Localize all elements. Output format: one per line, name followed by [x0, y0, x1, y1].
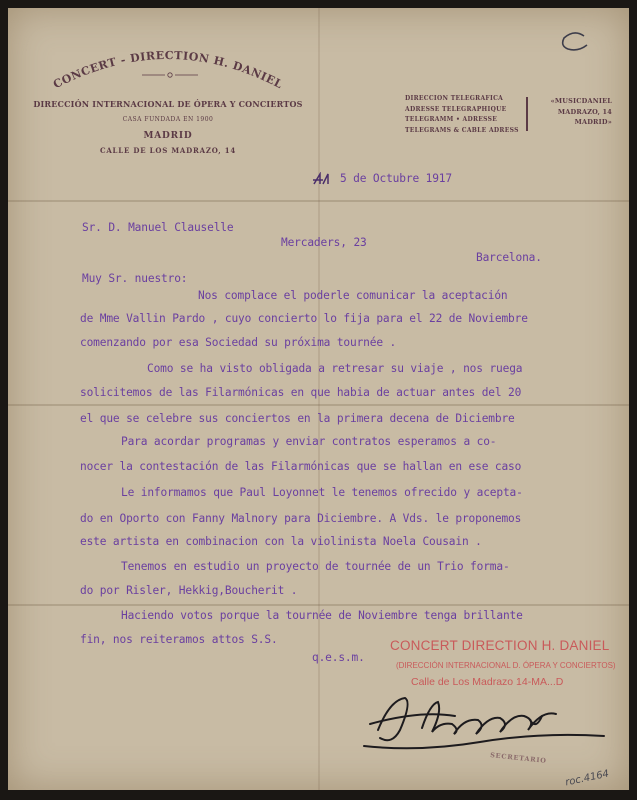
- body-line: do en Oporto con Fanny Malnory para Diciembre. A Vds. le proponemos: [80, 512, 522, 525]
- body-line: Tenemos en estudio un proyecto de tournée de un Trio forma-: [121, 560, 510, 573]
- recipient-name: Sr. D. Manuel Clauselle: [82, 221, 234, 234]
- recipient-street: Mercaders, 23: [281, 236, 367, 249]
- letterhead-arc-title: [18, 30, 318, 100]
- salutation: Muy Sr. nuestro:: [82, 272, 188, 285]
- stamp-line: CONCERT DIRECTION H. DANIEL: [390, 638, 610, 653]
- archive-reference: roc.4164: [564, 768, 611, 789]
- letter-date: 5 de Octubre 1917: [340, 172, 452, 185]
- telegraph-label: TELEGRAMM • ADRESSE: [405, 116, 498, 123]
- ornament-divider: [140, 71, 200, 79]
- letterhead-title: CONCERT - DIRECTION H. DANIEL: [51, 48, 285, 92]
- letterhead-founded: CASA FUNDADA EN 1900: [122, 116, 214, 123]
- handwritten-signature: [360, 690, 610, 770]
- body-line: do por Risler, Hekkig,Boucherit .: [80, 584, 298, 597]
- body-line: solicitemos de las Filarmónicas en que habia de actuar antes del 20: [80, 386, 522, 399]
- body-line: Le informamos que Paul Loyonnet le tenemos ofrecido y acepta-: [121, 486, 523, 499]
- body-line: de Mme Vallin Pardo , cuyo concierto lo fija para el 22 de Noviembre: [80, 312, 528, 325]
- body-line: comenzando por esa Sociedad su próxima tournée .: [80, 336, 397, 349]
- telegraph-address-line: «MUSICDANIEL: [550, 97, 612, 105]
- body-line: Nos complace el poderle comunicar la aceptación: [198, 289, 508, 302]
- body-line: este artista en combinacion con la violinista Noela Cousain .: [80, 535, 482, 548]
- body-line: Como se ha visto obligada a retresar su viaje , nos ruega: [147, 362, 523, 375]
- pencil-c-mark: [558, 30, 592, 54]
- telegraph-address-line: MADRAZO, 14: [557, 107, 612, 116]
- telegraph-label: TELEGRAMS & CABLE ADRESS: [405, 126, 519, 134]
- telegraph-label: DIRECCION TELEGRAFICA: [405, 95, 504, 102]
- telegraph-address: [532, 96, 612, 128]
- handwritten-date-mark: [312, 172, 330, 186]
- body-line: Haciendo votos porque la tournée de Noviembre tenga brillante: [121, 609, 523, 622]
- recipient-city: Barcelona.: [476, 251, 542, 264]
- body-line: el que se celebre sus conciertos en la primera decena de Diciembre: [80, 412, 515, 425]
- letterhead-subtitle: DIRECCIÓN INTERNACIONAL DE ÓPERA Y CONCIERTOS: [33, 99, 303, 109]
- letterhead-city: MADRID: [143, 131, 193, 141]
- letterhead-address: CALLE DE LOS MADRAZO, 14: [99, 146, 237, 155]
- signature-title: SECRETARIO: [489, 751, 548, 765]
- closing-formula: q.e.s.m.: [312, 651, 365, 664]
- body-line: Para acordar programas y enviar contratos esperamos a co-: [121, 435, 497, 448]
- telegraph-label: ADRESSE TELEGRAPHIQUE: [405, 105, 507, 113]
- telegraph-address-line: MADRID»: [574, 118, 612, 126]
- bracket: [526, 97, 528, 131]
- fold-line: [318, 8, 320, 790]
- stamp-line: Calle de Los Madrazo 14-MA...D: [411, 676, 564, 688]
- telegraph-labels: [405, 94, 525, 136]
- stamp-line: (DIRECCIÓN INTERNACIONAL D. ÓPERA Y CONCIERTOS): [396, 661, 616, 670]
- body-line: nocer la contestación de las Filarmónicas que se hallan en ese caso: [80, 460, 522, 473]
- body-line: fin, nos reiteramos attos S.S.: [80, 633, 278, 646]
